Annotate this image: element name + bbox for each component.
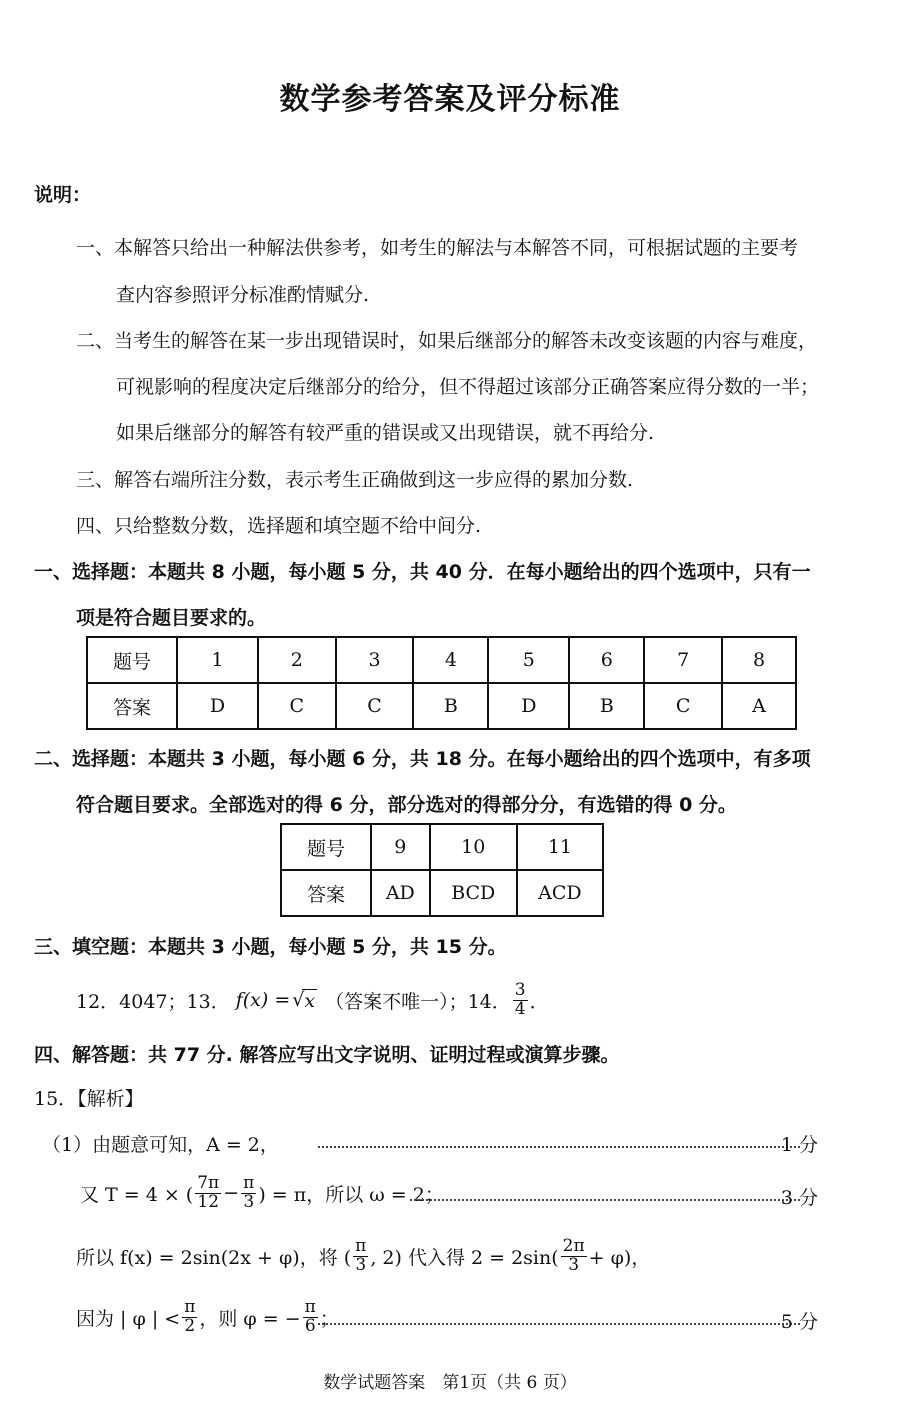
section3-heading: 三、填空题：本题共 3 小题，每小题 5 分，共 15 分。 <box>34 936 507 958</box>
step-score: 3 分 <box>780 1187 818 1209</box>
section4-heading: 四、解答题：共 77 分. 解答应写出文字说明、证明过程或演算步骤。 <box>34 1044 620 1066</box>
question-number: 2 <box>258 637 336 683</box>
step2-post: ) = π，所以 ω = 2； <box>258 1183 444 1206</box>
fraction-denominator: 3 <box>243 1191 255 1212</box>
fraction-denominator: 6 <box>304 1315 316 1336</box>
question-number: 6 <box>569 637 644 683</box>
fraction <box>561 1235 587 1275</box>
note-line: 四、只给整数分数，选择题和填空题不给中间分. <box>76 515 482 537</box>
page-footer: 数学试题答案 第1页（共 6 页） <box>323 1373 577 1393</box>
section1-heading-cont: 项是符合题目要求的。 <box>76 607 267 629</box>
question-number: 7 <box>644 637 722 683</box>
fraction <box>241 1172 256 1212</box>
page-title: 数学参考答案及评分标准 <box>279 82 621 117</box>
answer-cell: ACD <box>517 870 603 916</box>
step4-pre: 因为 | φ | < <box>76 1307 181 1330</box>
answer-cell: BCD <box>430 870 517 916</box>
fraction-numerator: π <box>304 1296 316 1317</box>
question-number: 4 <box>413 637 488 683</box>
answer-cell: D <box>177 683 258 729</box>
leader-dots <box>410 1199 800 1201</box>
leader-dots <box>318 1146 800 1148</box>
solution-step-4 <box>76 1292 339 1342</box>
note-line: 一、本解答只给出一种解法供参考，如考生的解法与本解答不同，可根据试题的主要考 <box>76 237 799 259</box>
section2-heading-cont: 符合题目要求。全部选对的得 6 分，部分选对的得部分分，有选错的得 0 分。 <box>76 794 737 816</box>
question-number: 5 <box>488 637 569 683</box>
note-line: 如果后继部分的解答有较严重的错误或又出现错误，就不再给分. <box>116 422 655 444</box>
answers-end: ． <box>529 990 549 1013</box>
answers-12-13-prefix: 12．4047；13． <box>76 990 230 1013</box>
step3-post: + φ)， <box>588 1246 651 1269</box>
leader-dots <box>318 1323 800 1325</box>
answer-cell: C <box>336 683 414 729</box>
fraction-denominator: 4 <box>514 998 526 1019</box>
step3-pre: 所以 f(x) = 2sin(2x + φ)，将 ( <box>76 1246 352 1269</box>
note-line: 三、解答右端所注分数，表示考生正确做到这一步应得的累加分数. <box>76 469 634 491</box>
fraction-denominator: 3 <box>355 1254 367 1275</box>
row-label-answer: 答案 <box>281 870 371 916</box>
question-number: 1 <box>177 637 258 683</box>
notes-heading: 说明： <box>34 184 92 206</box>
question-number: 9 <box>371 824 430 870</box>
step4-mid: ，则 φ = − <box>199 1307 301 1330</box>
step2-minus: − <box>223 1182 240 1204</box>
answer-cell: A <box>722 683 796 729</box>
section2-heading: 二、选择题：本题共 3 小题，每小题 6 分，共 18 分。在每小题给出的四个选项中，有多项 <box>34 748 811 770</box>
answer-cell: B <box>569 683 644 729</box>
fraction-numerator: π <box>243 1172 255 1193</box>
answer-table-2 <box>280 823 604 917</box>
fraction-denominator: 2 <box>184 1315 196 1336</box>
fraction <box>182 1296 197 1336</box>
answer13-lhs: f(x) = <box>235 989 291 1011</box>
fraction-denominator: 12 <box>197 1191 220 1212</box>
answer-cell: B <box>413 683 488 729</box>
solution-step-1: （1）由题意可知，A = 2， <box>42 1134 279 1156</box>
question-number: 11 <box>517 824 603 870</box>
step2-pre: 又 T = 4 × ( <box>80 1183 194 1206</box>
sqrt-symbol: √ <box>292 989 305 1011</box>
fill-in-answers <box>76 974 549 1026</box>
answer-table-1 <box>86 636 797 730</box>
solution-step-3 <box>76 1231 650 1281</box>
fraction <box>353 1235 368 1275</box>
fraction-numerator: 7π <box>197 1172 220 1193</box>
answer-cell: AD <box>371 870 430 916</box>
answer-cell: C <box>644 683 722 729</box>
note-line: 二、当考生的解答在某一步出现错误时，如果后继部分的解答未改变该题的内容与难度， <box>76 330 818 352</box>
fraction <box>303 1296 318 1336</box>
solution-step-2 <box>80 1168 444 1218</box>
step4-post: ； <box>319 1307 339 1330</box>
answer13-note: （答案不唯一）；14． <box>325 990 511 1013</box>
fraction-numerator: π <box>184 1296 196 1317</box>
row-label-question: 题号 <box>281 824 371 870</box>
section1-heading: 一、选择题：本题共 8 小题，每小题 5 分，共 40 分．在每小题给出的四个选项中，只有一 <box>34 561 811 583</box>
step-score: 5 分 <box>780 1311 818 1333</box>
row-label-question: 题号 <box>87 637 177 683</box>
q15-label: 15．【解析】 <box>34 1088 144 1110</box>
note-line: 查内容参照评分标准酌情赋分. <box>116 284 370 306</box>
fraction-numerator: π <box>355 1235 367 1256</box>
fraction-numerator: 3 <box>514 979 526 1000</box>
step-score: 1 分 <box>780 1134 818 1156</box>
note-line: 可视影响的程度决定后继部分的给分，但不得超过该部分正确答案应得分数的一半； <box>116 376 820 398</box>
answer-cell: D <box>488 683 569 729</box>
question-number: 3 <box>336 637 414 683</box>
step3-mid: , 2) 代入得 2 = 2sin( <box>370 1246 559 1269</box>
answer-cell: C <box>258 683 336 729</box>
fraction <box>195 1172 221 1212</box>
answer13-radicand: x <box>304 989 316 1012</box>
fraction-numerator: 2π <box>562 1235 585 1256</box>
question-number: 8 <box>722 637 796 683</box>
question-number: 10 <box>430 824 517 870</box>
answer14-fraction <box>513 979 528 1019</box>
row-label-answer: 答案 <box>87 683 177 729</box>
fraction-denominator: 3 <box>568 1254 580 1275</box>
